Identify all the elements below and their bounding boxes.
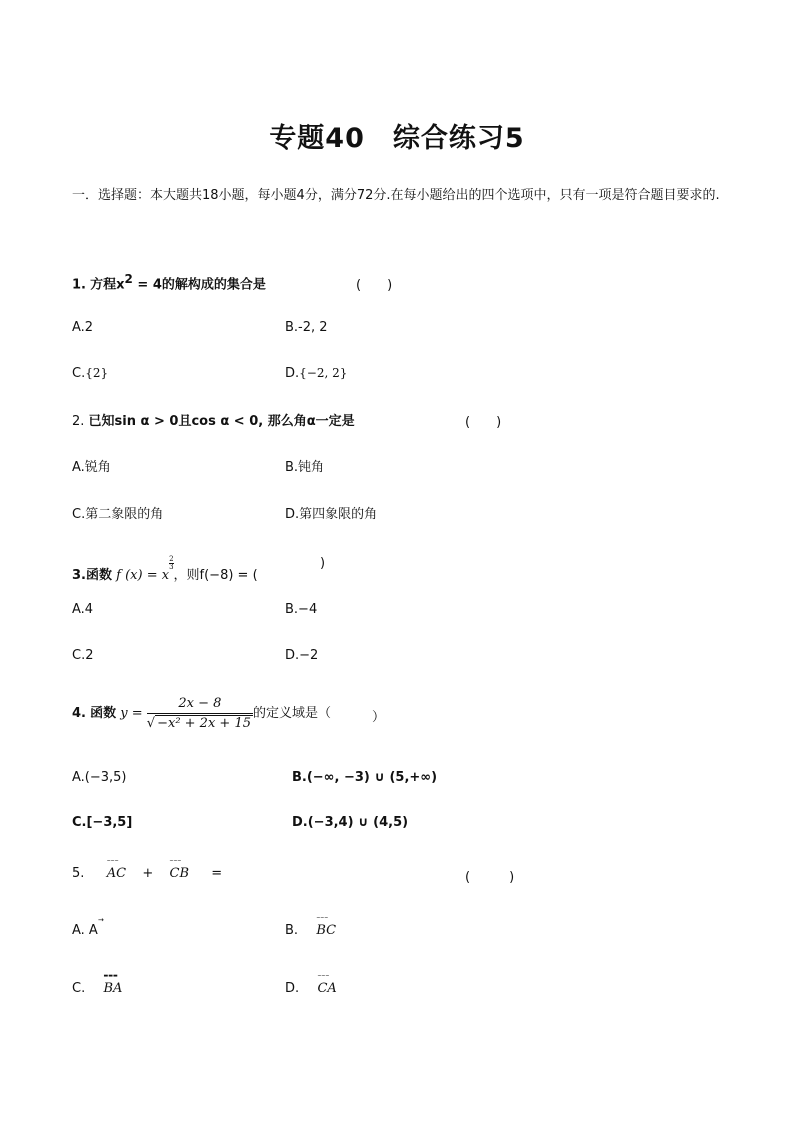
option-c: C.第二象限的角 (72, 507, 164, 522)
vector-ca: ⌢⌢⌢ CA (317, 981, 336, 996)
option-a: A.锐角 (72, 460, 111, 475)
option-b: B.−4 (285, 602, 318, 617)
option-a: A.2 (72, 320, 94, 335)
question-number: 1. (72, 277, 86, 293)
vector-ba: ▬▬▬ BA (104, 981, 123, 996)
section-instructions: 一．选择题：本大题共18小题，每小题4分，满分72分.在每小题给出的四个选项中，只有一项是符合题目要求的. (72, 188, 720, 203)
question-5: 5. ⌢⌢⌢ AC + ⌢⌢⌢ CB = (72, 866, 222, 881)
domain-fraction: $\frac{2x - 8}{\text{√ −x² + 2x + 15}}$ (146, 696, 251, 731)
question-1: 1. 方程$x^2 = 4$的解构成的集合是 (72, 272, 266, 293)
option-c: C.2 (72, 648, 94, 663)
option-b: B.钝角 (285, 460, 325, 475)
question-number: 4. (72, 706, 86, 721)
option-c: C.[−3,5] (72, 815, 133, 830)
option-d: D.−2 (285, 648, 319, 663)
option-a: A. A → (72, 923, 98, 938)
question-number: 2. (72, 414, 85, 429)
question-number: 5. (72, 866, 85, 881)
option-d: D.{−2, 2} (285, 366, 348, 381)
option-c: C. ▬▬▬ BA (72, 981, 122, 996)
answer-blank-close: ） (372, 710, 386, 725)
option-d: D.第四象限的角 (285, 507, 378, 522)
option-d: D. ⌢⌢⌢ CA (285, 981, 337, 996)
option-b: B. ⌢⌢⌢ BC (285, 923, 336, 938)
option-a: A.4 (72, 602, 94, 617)
answer-blank: ( ) (356, 278, 393, 293)
option-b: B.-2, 2 (285, 320, 328, 335)
page-title: 专题40 综合练习5 (269, 123, 525, 154)
answer-blank-close: ) (320, 556, 326, 571)
option-d: D.(−3,4) ∪ (4,5) (292, 815, 409, 830)
vector-cb: ⌢⌢⌢ CB (170, 866, 190, 881)
exponent-fraction: $\frac{2}{3}$ (169, 555, 174, 571)
answer-blank: ( ) (465, 870, 515, 885)
question-2: 2. 已知sin α > 0且cos α < 0, 那么角α一定是 (72, 414, 355, 429)
vector-ac: ⌢⌢⌢ AC (107, 866, 126, 881)
answer-blank: ( ) (465, 415, 502, 430)
question-number: 3. (72, 568, 86, 583)
option-b: B.(−∞, −3) ∪ (5,+∞) (292, 770, 438, 785)
option-c: C.{2} (72, 366, 109, 381)
question-3: 3.函数 f (x) = x $\frac{2}{3}$ ，则f(−8) = ( (72, 555, 258, 583)
option-a: A.(−3,5) (72, 770, 127, 785)
vector-bc: ⌢⌢⌢ BC (316, 923, 336, 938)
question-4: 4. 函数 y = $\frac{2x - 8}{\text{√ −x² + 2x + 15}}$ 的定义域是（ (72, 696, 332, 731)
